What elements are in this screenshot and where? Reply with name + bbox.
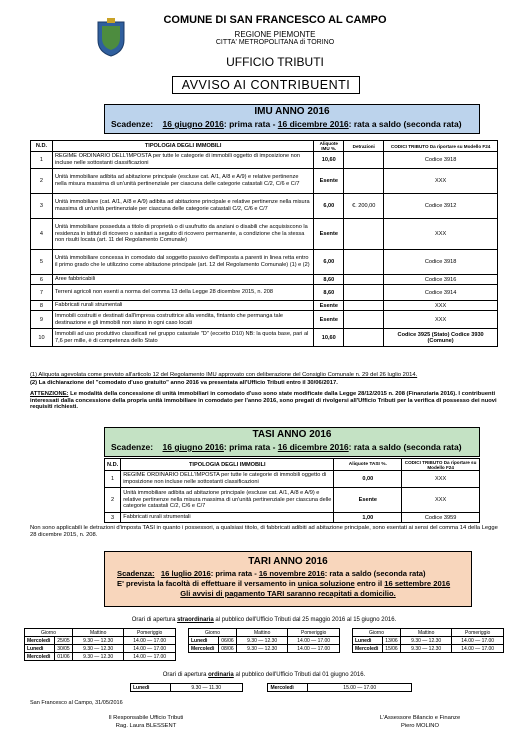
imu-note-1: (1) Aliquota agevolata come previsto all'articolo 12 del Regolamento IMU approvato con deliberazione del Consiglio Comunale n. 29 del 26 luglio 2014. (30, 372, 418, 378)
document-date: San Francesco al Campo, 31/05/2016 (30, 700, 123, 706)
imu-head-codici: CODICI TRIBUTO Da riportare su Modello F24 (384, 141, 498, 152)
row-detrazione (344, 152, 384, 169)
row-description: Unità immobiliare (cat. A/1, A/8 e A/9) adibita ad abitazione principale e relative pertinenze nella misura massima di un'unità pertinenziale per ciascuna delle categorie catastali C/2, C/6 e C/7 (52, 194, 313, 219)
morning: 9.30 — 12.30 (72, 653, 123, 661)
tasi-note: Non sono applicabili le detrazioni d'imposta TASI in quanto i possessori, a qualsiasi titolo, di fabbricati adibiti ad abitazione principale, sono esentati ai sensi del comma 14 della Legge 28 dicembre 2015, n. 208. (30, 525, 498, 538)
row-codice: Codice 3912 (384, 194, 498, 219)
tasi-header-band (104, 427, 480, 457)
row-aliquota: 8,60 (314, 285, 344, 301)
table-row (25, 653, 176, 661)
row-description: Unità immobiliare posseduta a titolo di proprietà o di usufrutto da anziani o disabili che acquisiscono la residenza in istituti di ricovero o sanitari a seguito di ricovero permanente, a condizione che la stessa non risulti locata (art. 11 del Regolamento Comunale) (52, 219, 313, 250)
row-number: 6 (31, 275, 53, 285)
tasi-head-aliquote: Aliquote TASI %. (334, 459, 402, 471)
day: Lunedì (189, 637, 219, 645)
afternoon: 14.00 — 17.00 (124, 653, 176, 661)
tari-second-date: 16 novembre 2016 (258, 569, 325, 578)
day: Mercoledì (353, 645, 383, 653)
head-pomeriggio: Pomeriggio (452, 629, 504, 637)
row-aliquota: Esente (314, 219, 344, 250)
imu-first-date: 16 giugno 2016 (162, 119, 224, 129)
table-row (189, 645, 340, 653)
row-description: Unità immobiliare adibita ad abitazione principale (escluse cat. A/1, A/8 e A/9) e relative pertinenze nella misura massima di un'unità pertinenziale per ciascuna delle categorie catastali C/2, C/6 e C/7 (121, 488, 334, 513)
tasi-table (104, 458, 480, 523)
table-row (31, 152, 498, 169)
row-codice: Codice 3918 (384, 152, 498, 169)
head-mattino: Mattino (400, 629, 451, 637)
imu-head-tipo: TIPOLOGIA DEGLI IMMOBILI (52, 141, 313, 152)
tasi-head-n: N.D. (105, 459, 121, 471)
table-row (353, 645, 504, 653)
date: 13/06 (382, 637, 400, 645)
row-detrazione (344, 275, 384, 285)
day: Lunedì (353, 637, 383, 645)
table-row (31, 311, 498, 329)
row-number: 1 (31, 152, 53, 169)
municipality-title: COMUNE DI SAN FRANCESCO AL CAMPO (163, 14, 387, 26)
row-codice: XXX (384, 219, 498, 250)
row-description: Immobili ad uso produttivo classificati nel gruppo catastale "D" (eccetto D10) NB: la quota base, pari al 7,6 per mille, è di competenza dello Stato (52, 329, 313, 347)
hours-header (353, 629, 504, 637)
day: Mercoledì (189, 645, 219, 653)
ord-mer-label: Mercoledì (268, 684, 308, 692)
extra-title-c: al pubblico dell'Ufficio Tributi dal 25 maggio 2016 al 15 giugno 2016. (213, 617, 397, 623)
imu-table (30, 140, 498, 347)
spacer (242, 684, 268, 692)
row-detrazione (344, 311, 384, 329)
row-codice: XXX (402, 488, 480, 513)
table-row (105, 488, 480, 513)
day: Lunedì (25, 645, 55, 653)
row-codice: Codice 3959 (402, 513, 480, 523)
region-label: REGIONE PIEMONTE (234, 30, 316, 39)
extra-hours-table-3 (352, 628, 504, 653)
tasi-title: TASI ANNO 2016 (252, 429, 332, 440)
table-row (31, 219, 498, 250)
row-detrazione (344, 329, 384, 347)
municipal-crest-icon (96, 18, 126, 58)
row-number: 3 (31, 194, 53, 219)
imu-header-band (104, 104, 480, 134)
imu-title: IMU ANNO 2016 (254, 106, 330, 117)
table-row (31, 250, 498, 275)
ord-title-a: Orari di apertura (162, 672, 209, 678)
date: 08/06 (218, 645, 236, 653)
row-description: Unità immobiliare concessa in comodato dal soggetto passivo dell'imposta a parenti in linea retta entro il primo grado che le utilizzino come abitazione principale (art. 12 del Regolamento Comunale) (1) e (2) (52, 250, 313, 275)
row-detrazione (344, 169, 384, 194)
left-name: Rag. Laura BLESSENT (115, 723, 177, 729)
hours-header (189, 629, 340, 637)
row-number: 5 (31, 250, 53, 275)
row-aliquota: 8,60 (314, 275, 344, 285)
imu-second-type: : rata a saldo (seconda rata) (348, 119, 462, 129)
ordinary-hours-title (0, 672, 528, 678)
tasi-table-header (105, 459, 480, 471)
morning: 9.30 — 12.30 (72, 637, 123, 645)
date: 01/06 (54, 653, 72, 661)
tari-title: TARI ANNO 2016 (248, 556, 328, 567)
head-giorno: Giorno (25, 629, 73, 637)
row-description: Aree fabbricabili (52, 275, 313, 285)
row-codice: Codice 3925 (Stato) Codice 3930 (Comune) (384, 329, 498, 347)
row-description: REGIME ORDINARIO DELL'IMPOSTA per tutte le categorie di immobili oggetto di imposizione non incluse nelle sottostanti classificazioni (121, 471, 334, 488)
row-detrazione (344, 285, 384, 301)
extra-hours-table-1 (24, 628, 176, 661)
ord-title-c: al pubblico dell'Ufficio Tributi dal 01 giugno 2016. (233, 672, 366, 678)
imu-head-aliquote: Aliquote IMU %. (314, 141, 344, 152)
tari-line2b: unica soluzione (297, 579, 355, 588)
tasi-first-date: 16 giugno 2016 (162, 442, 224, 452)
row-detrazione (344, 250, 384, 275)
metro-label: CITTA' METROPOLITANA di TORINO (215, 39, 335, 46)
imu-table-header (31, 141, 498, 152)
tasi-deadlines (105, 441, 479, 454)
extra-title-a: Orari di apertura (131, 617, 178, 623)
tari-deadlines (105, 569, 471, 579)
extra-hours-title (0, 617, 528, 623)
attention-text: Le modalità della concessione di unità immobiliari in comodato d'uso sono state modificate dalla Legge 28/12/2015 n. 208 (Finanziaria 2016). I contribuenti interessati dalla concessione della propria unità immobiliare in comodato per l'anno 2016, sono pregati di rivolgersi all'Ufficio Tributi per la verifica di possesso dei nuovi requisiti richiesti. (30, 391, 497, 411)
table-row (31, 275, 498, 285)
row-number: 2 (105, 488, 121, 513)
document-header (0, 8, 528, 92)
imu-note-2: (2) La dichiarazione del "comodato d'uso gratuito" anno 2016 va presentata all'Ufficio Tributi entro il 30/06/2017. (30, 380, 338, 386)
date: 06/06 (218, 637, 236, 645)
attention-label: ATTENZIONE: (30, 391, 69, 397)
row-description: REGIME ORDINARIO DELL'IMPOSTA per tutte le categorie di immobili oggetto di imposizione non incluse nelle sottostanti classificazioni (52, 152, 313, 169)
afternoon: 14.00 — 17.00 (452, 645, 504, 653)
tasi-first-type: : prima rata (223, 442, 271, 452)
table-row (25, 645, 176, 653)
row-detrazione (344, 301, 384, 311)
row-aliquota: 6,00 (314, 194, 344, 219)
morning: 9.30 — 12.30 (236, 645, 287, 653)
tari-first-date: 16 luglio 2016 (160, 569, 211, 578)
morning: 9.30 — 12.30 (400, 645, 451, 653)
imu-note-attention (30, 391, 500, 411)
tasi-second-date: 16 dicembre 2016 (277, 442, 349, 452)
table-row (31, 301, 498, 311)
date: 30/05 (54, 645, 72, 653)
right-role: L'Assessore Bilancio e Finanze (379, 715, 461, 721)
row-description: Unità immobiliare adibita ad abitazione principale (escluse cat. A/1, A/8 e A/9) e relative pertinenze nella misura massima di un'unità pertinenziale per ciascuna delle categorie catastali C/2, C/6 e C/7 (52, 169, 313, 194)
tari-box (104, 551, 472, 607)
row-number: 3 (105, 513, 121, 523)
afternoon: 14.00 — 17.00 (288, 645, 340, 653)
date: 15/06 (382, 645, 400, 653)
table-row (31, 285, 498, 301)
afternoon: 14.00 — 17.00 (452, 637, 504, 645)
imu-deadlines (105, 118, 479, 131)
row-aliquota: 0,00 (334, 471, 402, 488)
row-aliquota: Esente (314, 169, 344, 194)
row-number: 1 (105, 471, 121, 488)
row-aliquota: 1,00 (334, 513, 402, 523)
row-codice: Codice 3914 (384, 285, 498, 301)
afternoon: 14.00 — 17.00 (124, 637, 176, 645)
imu-head-detr: Detrazioni (344, 141, 384, 152)
row-description: Immobili costruiti e destinati dall'impresa costruttrice alla vendita, fintanto che permanga tale destinazione e gli immobili non siano in ogni caso locati (52, 311, 313, 329)
head-pomeriggio: Pomeriggio (124, 629, 176, 637)
table-row (31, 194, 498, 219)
head-mattino: Mattino (72, 629, 123, 637)
row-number: 10 (31, 329, 53, 347)
row-aliquota: Esente (314, 311, 344, 329)
table-row (105, 471, 480, 488)
tasi-head-tipo: TIPOLOGIA DEGLI IMMOBILI (121, 459, 334, 471)
table-row (31, 329, 498, 347)
hours-header (25, 629, 176, 637)
imu-scad-label: Scadenze: (111, 119, 154, 129)
notice-title: AVVISO AI CONTRIBUENTI (172, 76, 360, 94)
date: 25/05 (54, 637, 72, 645)
extra-title-b: straordinaria (177, 617, 214, 623)
day: Mercoledì (25, 653, 55, 661)
row-description: Terreni agricoli non esenti a norma del comma 13 della Legge 28 dicembre 2015, n. 208 (52, 285, 313, 301)
ord-mer-value: 15.00 — 17.00 (308, 684, 412, 692)
imu-first-type: : prima rata (223, 119, 271, 129)
ord-lun-value: 9.30 — 11.30 (170, 684, 242, 692)
imu-dash: - (270, 119, 278, 129)
row-aliquota: Esente (314, 301, 344, 311)
row-codice: XXX (402, 471, 480, 488)
tasi-scad-label: Scadenze: (111, 442, 154, 452)
signature-right (360, 714, 480, 730)
row-aliquota: 6,00 (314, 250, 344, 275)
morning: 9.30 — 12.30 (236, 637, 287, 645)
tari-delivery-note (105, 589, 471, 599)
ordinary-hours-table (130, 683, 412, 692)
tasi-head-codici: CODICI TRIBUTO Da riportare su Modello F24 (402, 459, 480, 471)
row-description: Fabbricati rurali strumentali (52, 301, 313, 311)
row-detrazione: €. 200,00 (344, 194, 384, 219)
head-mattino: Mattino (236, 629, 287, 637)
row-codice: Codice 3916 (384, 275, 498, 285)
tari-dash: - (252, 569, 259, 578)
afternoon: 14.00 — 17.00 (288, 637, 340, 645)
tari-second-type: : rata a saldo (seconda rata) (324, 569, 426, 578)
head-pomeriggio: Pomeriggio (288, 629, 340, 637)
tari-line2a: E' prevista la facoltà di effettuare il versamento in (117, 579, 298, 588)
row-codice: XXX (384, 301, 498, 311)
table-row (25, 637, 176, 645)
row-aliquota: Esente (334, 488, 402, 513)
imu-head-n: N.D. (31, 141, 53, 152)
row-aliquota: 10,60 (314, 329, 344, 347)
row-number: 4 (31, 219, 53, 250)
table-row (131, 684, 412, 692)
morning: 9.30 — 12.30 (400, 637, 451, 645)
row-number: 2 (31, 169, 53, 194)
tari-line3: Gli avvisi di pagamento TARI saranno recapitati a domicilio. (180, 589, 396, 598)
ord-lun-label: Lunedì (131, 684, 171, 692)
tari-first-type: : prima rata (210, 569, 253, 578)
imu-second-date: 16 dicembre 2016 (277, 119, 349, 129)
row-detrazione (344, 219, 384, 250)
tari-scad-label: Scadenza: (117, 569, 155, 578)
day: Mercoledì (25, 637, 55, 645)
row-codice: XXX (384, 311, 498, 329)
tari-line2c: entro il (354, 579, 385, 588)
row-codice: Codice 3918 (384, 250, 498, 275)
afternoon: 14.00 — 17.00 (124, 645, 176, 653)
row-number: 7 (31, 285, 53, 301)
right-name: Piero MOLINO (400, 723, 439, 729)
left-role: Il Responsabile Ufficio Tributi (108, 715, 184, 721)
row-description: Fabbricati rurali strumentali (121, 513, 334, 523)
head-giorno: Giorno (353, 629, 401, 637)
table-row (189, 637, 340, 645)
row-number: 9 (31, 311, 53, 329)
tari-single-payment (105, 579, 471, 589)
row-codice: XXX (384, 169, 498, 194)
table-row (31, 169, 498, 194)
tasi-second-type: : rata a saldo (seconda rata) (348, 442, 462, 452)
tari-line2d: 16 settembre 2016 (384, 579, 451, 588)
row-aliquota: 10,60 (314, 152, 344, 169)
signature-left (86, 714, 206, 730)
table-row (353, 637, 504, 645)
tasi-dash: - (270, 442, 278, 452)
table-row (105, 513, 480, 523)
row-number: 8 (31, 301, 53, 311)
head-giorno: Giorno (189, 629, 237, 637)
morning: 9.30 — 12.30 (72, 645, 123, 653)
office-label: UFFICIO TRIBUTI (226, 55, 324, 69)
ord-title-b: ordinaria (208, 672, 234, 678)
extra-hours-table-2 (188, 628, 340, 653)
